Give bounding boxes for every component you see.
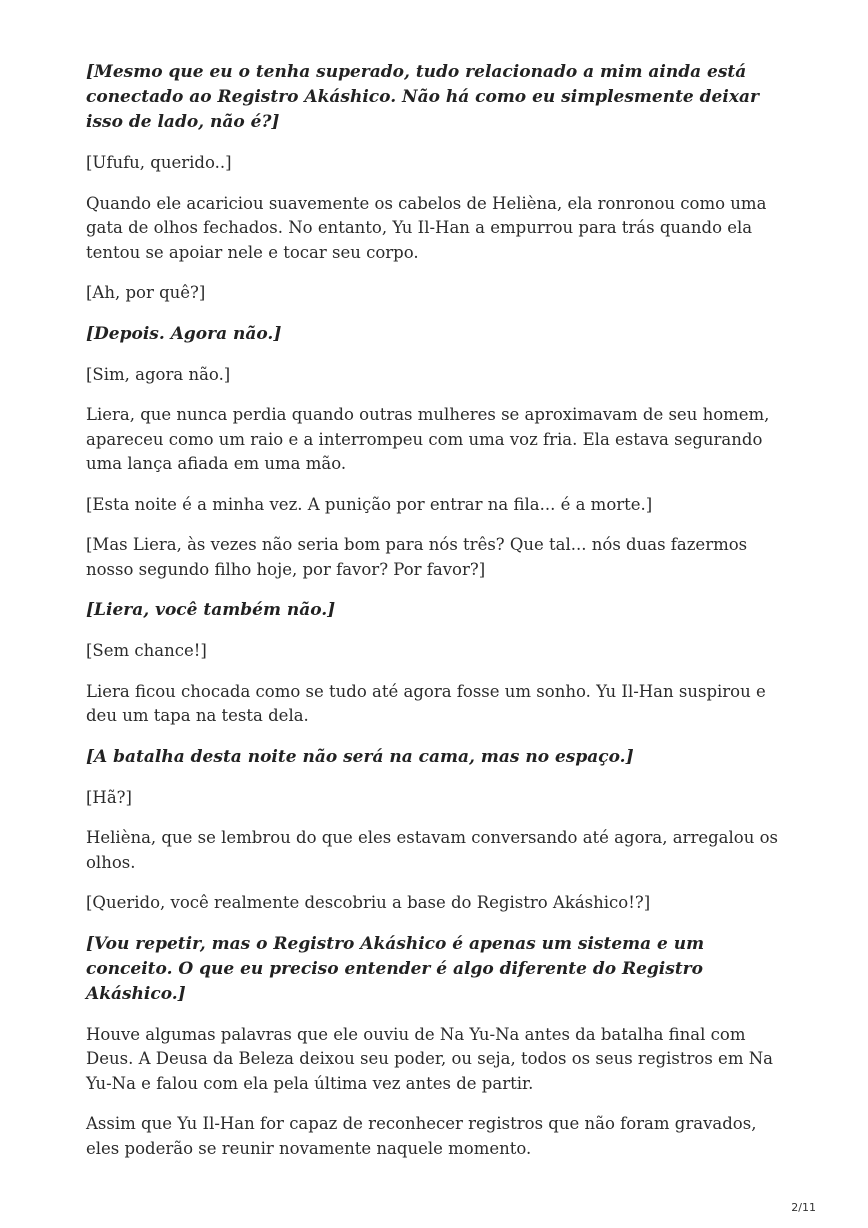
dialogue-paragraph: [Ufufu, querido..] xyxy=(86,153,232,172)
page-number: 2/11 xyxy=(791,1201,816,1214)
dialogue-paragraph: [Vou repetir, mas o Registro Akáshico é apenas um sistema e um conceito. O que eu preciso entender é algo diferente do Registro Akáshico.] xyxy=(86,933,705,1004)
narration-paragraph: Helièna, que se lembrou do que eles estavam conversando até agora, arregalou os olhos. xyxy=(86,828,778,872)
dialogue-paragraph: [Liera, você também não.] xyxy=(86,600,336,620)
dialogue-paragraph: [A batalha desta noite não será na cama, mas no espaço.] xyxy=(86,746,634,767)
narration-paragraph: Liera, que nunca perdia quando outras mulheres se aproximavam de seu homem, apareceu como um raio e a interrompeu com uma voz fria. Ela estava segurando uma lança afiada em uma mão. xyxy=(86,405,770,473)
dialogue-paragraph: [Depois. Agora não.] xyxy=(86,323,282,344)
narration-paragraph: Quando ele acariciou suavemente os cabelos de Helièna, ela ronronou como uma gata de olhos fechados. No entanto, Yu Il-Han a empurrou para trás quando ela tentou se apoiar nele e tocar seu corpo. xyxy=(86,193,767,262)
dialogue-paragraph: [Esta noite é a minha vez. A punição por entrar na fila... é a morte.] xyxy=(86,494,653,514)
dialogue-paragraph: [Hã?] xyxy=(86,787,132,807)
dialogue-paragraph: [Ah, por quê?] xyxy=(86,283,206,302)
dialogue-paragraph: [Mas Liera, às vezes não seria bom para nós três? Que tal... nós duas fazermos nosso segundo filho hoje, por favor? Por favor?] xyxy=(86,535,748,579)
dialogue-paragraph: [Sim, agora não.] xyxy=(86,364,231,384)
narration-paragraph: Houve algumas palavras que ele ouviu de Na Yu-Na antes da batalha final com Deus. A Deusa da Beleza deixou seu poder, ou seja, todos os seus registros em Na Yu-Na e falou com ela pela última vez antes de partir. xyxy=(86,1024,773,1093)
narration-paragraph: Assim que Yu Il-Han for capaz de reconhecer registros que não foram gravados, eles poderão se reunir novamente naquele momento. xyxy=(86,1114,757,1158)
dialogue-paragraph: [Querido, você realmente descobriu a base do Registro Akáshico!?] xyxy=(86,893,651,912)
document-body xyxy=(86,60,786,1177)
narration-paragraph: Liera ficou chocada como se tudo até agora fosse um sonho. Yu Il-Han suspirou e deu um tapa na testa dela. xyxy=(86,681,766,725)
dialogue-paragraph: [Sem chance!] xyxy=(86,641,207,660)
dialogue-paragraph: [Mesmo que eu o tenha superado, tudo relacionado a mim ainda está conectado ao Registro Akáshico. Não há como eu simplesmente deixar isso de lado, não é?] xyxy=(86,62,759,132)
